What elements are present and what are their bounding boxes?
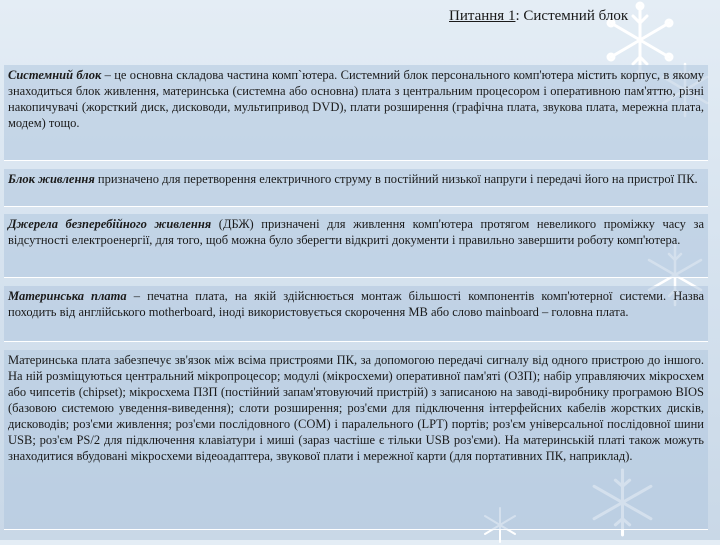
- title-number: Питання 1: [449, 8, 516, 24]
- text-motherboard-details: Материнська плата забезпечує зв'язок між всіма пристроями ПК, за допомогою передачі сигналу від одного пристрою до іншого. На ній розміщуються центральний мікропроцесор; модулі (мікросхеми) оперативної пам'яті (ОЗП); набір управляючих мікросхем або чипсетів (chipset); мікросхема ПЗП (постійний запам'ятовуючий пристрій) з записаною на заводі-виробнику програмою BIOS (базовою системою уведення-виведення); слоти розширення; роз'єми для підключення інтерфейсних кабелів жорстких дисків, дисководів; роз'єми живлення; роз'єми послідовного (COM) і паралельного (LPT) портів; роз'єм універсальної послідовної шини USB; роз'єм PS/2 для підключення клавіатури і миші (зараз частіше є тільки USB роз'єми). На материнській платі також можуть знаходитися вбудовані мікросхеми відеоадаптера, звукової плати і мережної карти (для портативних ПК, наприклад).: [8, 353, 704, 463]
- text-power-supply: призначено для перетворення електричного струму в постійний низької напруги і передачі його на пристрої ПК.: [94, 172, 698, 186]
- page-title: [449, 8, 628, 25]
- term-power-supply: Блок живлення: [8, 172, 95, 186]
- text-ups: (ДБЖ) призначені для живлення комп'ютера протягом невеликого проміжку часу за відсутності електроенергії, для того, щоб можна було зберегти відкриті документи і правильно завершити роботу комп'ютера.: [8, 217, 704, 247]
- text-motherboard: – печатна плата, на якій здійснюється монтаж більшості компонентів комп'ютерної системи. Назва походить від англійського motherboard, іноді використовується скорочення MB або слово mainboard – головна плата.: [8, 289, 705, 319]
- term-motherboard: Материнська плата: [8, 289, 127, 303]
- term-ups: Джерела безперебійного живлення: [8, 217, 212, 231]
- paragraph-power-supply: [4, 169, 708, 207]
- text-system-unit: – це основна складова частина комп`ютера. Системний блок персонального комп'ютера містить корпус, в якому знаходиться блок живлення, материнська (системна або основна) плата з центральним процесором і оперативною пам'яттю, різні накопичувачі (жорсткий диск, дисководи, мультипривод DVD), плати розширення (графічна плата, звукова плата, мережна плата, модем) тощо.: [8, 68, 704, 130]
- title-text: : Системний блок: [515, 8, 629, 24]
- term-system-unit: Системний блок: [8, 68, 102, 82]
- paragraph-ups: [4, 214, 708, 278]
- paragraph-system-unit: [4, 65, 708, 161]
- paragraph-motherboard: [4, 286, 708, 342]
- paragraph-motherboard-details: [4, 350, 708, 530]
